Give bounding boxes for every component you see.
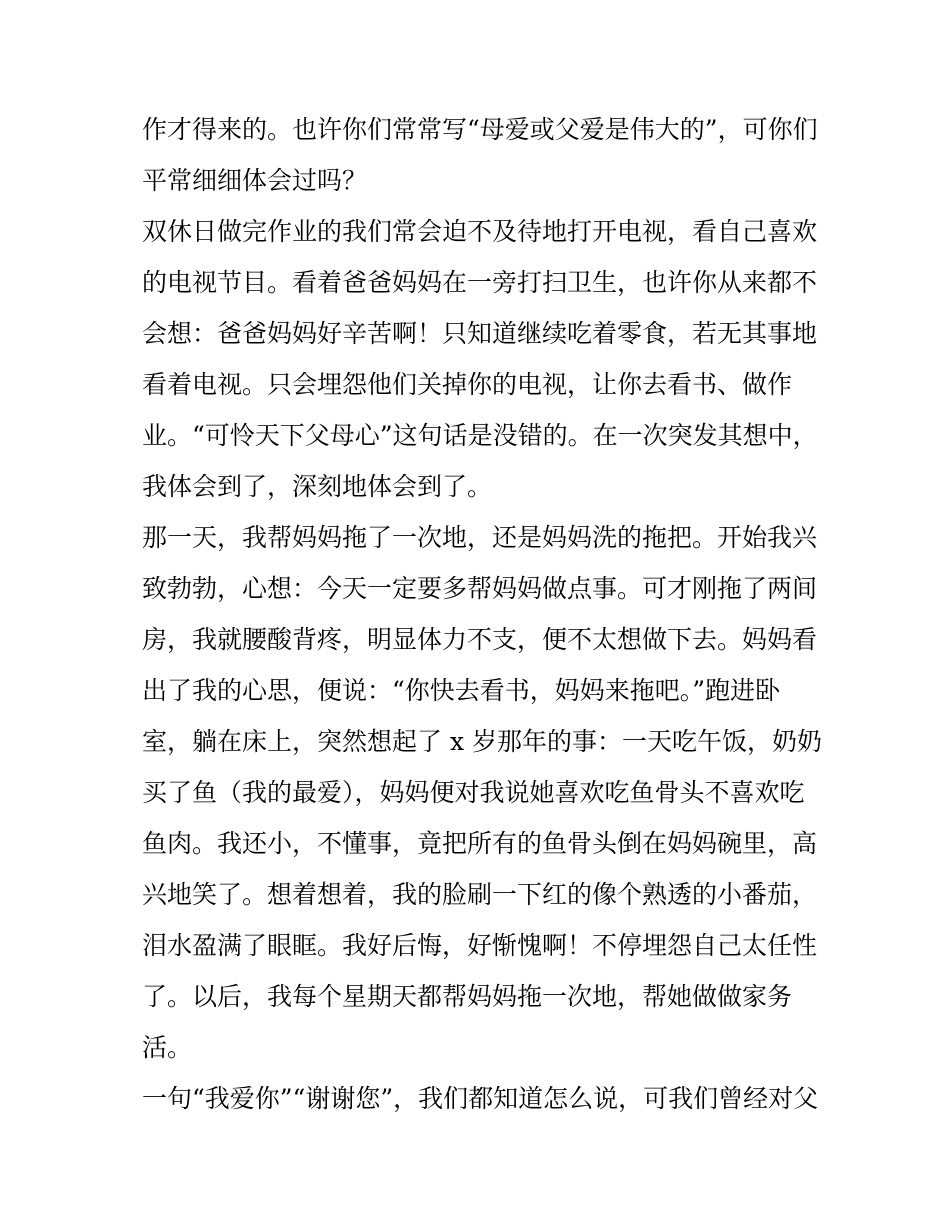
text-line: 室，躺在床上，突然想起了 x 岁那年的事：一天吃午饭，奶奶	[142, 727, 822, 756]
essay-body	[142, 104, 822, 1124]
text-line: 会想：爸爸妈妈好辛苦啊！只知道继续吃着零食，若无其事地	[142, 319, 818, 348]
text-line: 我体会到了，深刻地体会到了。	[142, 472, 493, 501]
text-line: 双休日做完作业的我们常会迫不及待地打开电视，看自己喜欢	[142, 217, 818, 246]
text-line: 兴地笑了。想着想着，我的脸刷一下红的像个熟透的小番茄，	[142, 880, 818, 909]
text-line: 房，我就腰酸背疼，明显体力不支，便不太想做下去。妈妈看	[142, 625, 818, 654]
text-line: 一句“我爱你”“谢谢您”，我们都知道怎么说，可我们曾经对父	[142, 1084, 819, 1113]
text-line: 致勃勃，心想：今天一定要多帮妈妈做点事。可才刚拖了两间	[142, 574, 818, 603]
text-line: 了。以后，我每个星期天都帮妈妈拖一次地，帮她做做家务	[142, 982, 793, 1011]
text-line: 泪水盈满了眼眶。我好后悔，好惭愧啊！不停埋怨自己太任性	[142, 931, 818, 960]
text-line: 看着电视。只会埋怨他们关掉你的电视，让你去看书、做作	[142, 370, 793, 399]
text-line: 作才得来的。也许你们常常写“母爱或父爱是伟大的”，可你们	[142, 115, 818, 144]
text-line: 活。	[142, 1033, 193, 1062]
text-line: 出了我的心思，便说：“你快去看书，妈妈来拖吧。”跑进卧	[142, 676, 781, 705]
text-line: 的电视节目。看着爸爸妈妈在一旁打扫卫生，也许你从来都不	[142, 268, 818, 297]
text-line: 业。“可怜天下父母心”这句话是没错的。在一次突发其想中，	[142, 421, 818, 450]
text-line: 买了鱼（我的最爱），妈妈便对我说她喜欢吃鱼骨头不喜欢吃	[142, 778, 805, 807]
text-line: 那一天，我帮妈妈拖了一次地，还是妈妈洗的拖把。开始我兴	[142, 523, 818, 552]
text-line: 鱼肉。我还小，不懂事，竟把所有的鱼骨头倒在妈妈碗里，高	[142, 829, 818, 858]
text-line: 平常细细体会过吗？	[142, 166, 368, 195]
